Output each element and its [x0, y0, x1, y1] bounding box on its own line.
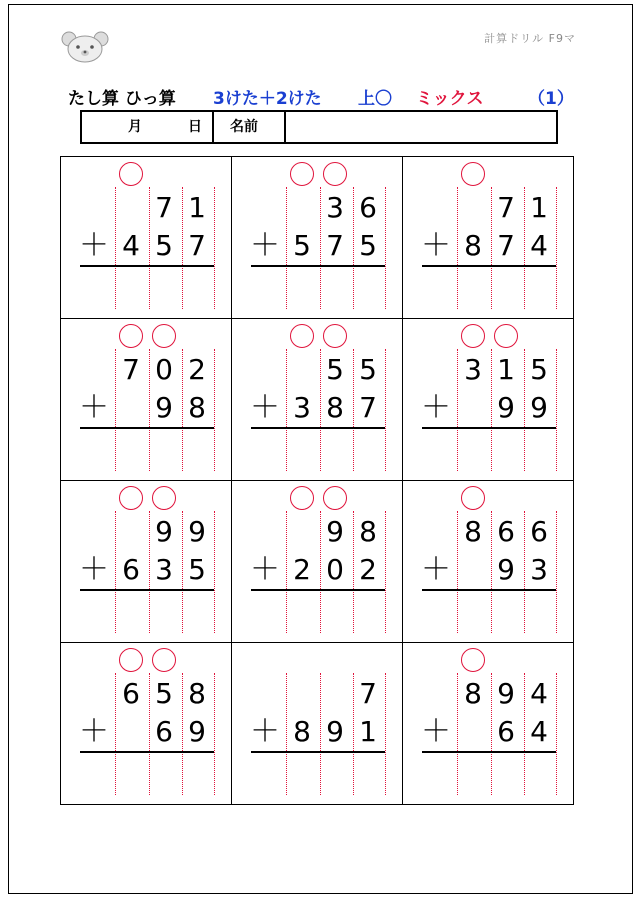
problem-cell	[60, 318, 232, 481]
bottom-digit: 6	[155, 715, 173, 748]
top-digit: 1	[530, 191, 548, 224]
answer-area[interactable]	[457, 269, 557, 309]
bottom-digit: 9	[530, 391, 548, 424]
plus-sign: ＋	[421, 552, 451, 587]
top-digit: 1	[497, 353, 515, 386]
plus-sign: ＋	[250, 390, 280, 425]
top-digit: 8	[464, 677, 482, 710]
answer-area[interactable]	[115, 755, 215, 795]
carry-circle	[461, 648, 485, 672]
top-digit: 6	[530, 515, 548, 548]
carry-circle	[461, 162, 485, 186]
plus-sign: ＋	[250, 228, 280, 263]
plus-sign: ＋	[79, 228, 109, 263]
plus-sign: ＋	[79, 390, 109, 425]
title-part2: 3けた＋2けた	[213, 89, 322, 109]
bottom-digit: 2	[293, 553, 311, 586]
plus-sign: ＋	[421, 714, 451, 749]
carry-circle	[152, 648, 176, 672]
bottom-digit: 8	[464, 229, 482, 262]
answer-line	[422, 751, 556, 753]
bottom-digit: 3	[293, 391, 311, 424]
problem-cell	[231, 156, 403, 319]
top-digit: 6	[122, 677, 140, 710]
answer-area[interactable]	[115, 431, 215, 471]
top-digit: 3	[326, 191, 344, 224]
divider	[284, 112, 286, 142]
top-digit: 8	[359, 515, 377, 548]
carry-circle	[119, 324, 143, 348]
carry-circle	[461, 324, 485, 348]
carry-circle	[461, 486, 485, 510]
carry-circle	[119, 486, 143, 510]
name-label: 名前	[230, 119, 258, 135]
carry-circle	[152, 324, 176, 348]
bottom-digit: 9	[188, 715, 206, 748]
answer-line	[80, 589, 214, 591]
answer-line	[251, 265, 385, 267]
answer-line	[251, 427, 385, 429]
problem-cell	[402, 480, 574, 643]
top-digit: 1	[188, 191, 206, 224]
carry-circle	[323, 486, 347, 510]
top-digit: 9	[188, 515, 206, 548]
divider	[212, 112, 214, 142]
problem-grid	[60, 156, 578, 808]
bottom-digit: 6	[497, 715, 515, 748]
answer-area[interactable]	[115, 269, 215, 309]
answer-line	[80, 427, 214, 429]
carry-circle	[290, 162, 314, 186]
carry-circle	[323, 162, 347, 186]
bottom-digit: 5	[188, 553, 206, 586]
answer-area[interactable]	[286, 431, 386, 471]
carry-circle	[152, 486, 176, 510]
top-digit: 7	[155, 191, 173, 224]
bottom-digit: 8	[293, 715, 311, 748]
plus-sign: ＋	[79, 552, 109, 587]
worksheet-title	[68, 84, 574, 109]
top-digit: 2	[188, 353, 206, 386]
bottom-digit: 1	[359, 715, 377, 748]
bottom-digit: 4	[122, 229, 140, 262]
bottom-digit: 9	[497, 553, 515, 586]
carry-circle	[119, 162, 143, 186]
answer-area[interactable]	[457, 755, 557, 795]
top-digit: 5	[530, 353, 548, 386]
answer-line	[422, 589, 556, 591]
bottom-digit: 7	[497, 229, 515, 262]
problem-cell	[231, 480, 403, 643]
answer-line	[422, 265, 556, 267]
top-digit: 5	[359, 353, 377, 386]
bottom-digit: 9	[497, 391, 515, 424]
bottom-digit: 8	[188, 391, 206, 424]
answer-area[interactable]	[457, 593, 557, 633]
problem-cell	[402, 642, 574, 805]
bottom-digit: 4	[530, 229, 548, 262]
top-digit: 7	[497, 191, 515, 224]
carry-circle	[290, 486, 314, 510]
bottom-digit: 5	[293, 229, 311, 262]
bottom-digit: 5	[359, 229, 377, 262]
problem-cell	[402, 318, 574, 481]
top-digit: 9	[155, 515, 173, 548]
carry-circle	[290, 324, 314, 348]
bottom-digit: 3	[530, 553, 548, 586]
top-digit: 6	[359, 191, 377, 224]
top-digit: 0	[155, 353, 173, 386]
bottom-digit: 7	[359, 391, 377, 424]
bottom-digit: 5	[155, 229, 173, 262]
answer-line	[422, 427, 556, 429]
title-part1: たし算 ひっ算	[68, 89, 176, 109]
bottom-digit: 9	[326, 715, 344, 748]
carry-circle	[119, 648, 143, 672]
title-part3: 上〇	[358, 89, 392, 109]
title-part4: ミックス	[416, 89, 484, 109]
top-digit: 8	[464, 515, 482, 548]
plus-sign: ＋	[421, 228, 451, 263]
top-digit: 5	[326, 353, 344, 386]
answer-line	[80, 265, 214, 267]
plus-sign: ＋	[250, 552, 280, 587]
carry-circle	[494, 324, 518, 348]
answer-area[interactable]	[457, 431, 557, 471]
bottom-digit: 6	[122, 553, 140, 586]
top-digit: 8	[188, 677, 206, 710]
bear-logo-icon	[60, 30, 110, 64]
top-digit: 3	[464, 353, 482, 386]
problem-cell	[402, 156, 574, 319]
bottom-digit: 7	[188, 229, 206, 262]
top-digit: 7	[359, 677, 377, 710]
bottom-digit: 2	[359, 553, 377, 586]
answer-area[interactable]	[286, 755, 386, 795]
answer-area[interactable]	[286, 269, 386, 309]
bottom-digit: 4	[530, 715, 548, 748]
top-digit: 7	[122, 353, 140, 386]
answer-area[interactable]	[286, 593, 386, 633]
bottom-digit: 9	[155, 391, 173, 424]
bottom-digit: 7	[326, 229, 344, 262]
top-digit: 4	[530, 677, 548, 710]
answer-area[interactable]	[115, 593, 215, 633]
plus-sign: ＋	[421, 390, 451, 425]
problem-cell	[231, 318, 403, 481]
carry-circle	[323, 324, 347, 348]
plus-sign: ＋	[250, 714, 280, 749]
bottom-digit: 0	[326, 553, 344, 586]
answer-line	[251, 751, 385, 753]
top-digit: 5	[155, 677, 173, 710]
problem-cell	[231, 642, 403, 805]
top-digit: 9	[497, 677, 515, 710]
problem-cell	[60, 642, 232, 805]
name-date-box	[80, 110, 558, 144]
title-number: （1）	[528, 89, 574, 109]
top-digit: 6	[497, 515, 515, 548]
plus-sign: ＋	[79, 714, 109, 749]
bottom-digit: 8	[326, 391, 344, 424]
month-label: 月	[128, 119, 142, 135]
bottom-digit: 3	[155, 553, 173, 586]
problem-cell	[60, 480, 232, 643]
brand-text: 計算ドリル F9マ	[484, 32, 576, 45]
answer-line	[251, 589, 385, 591]
top-digit: 9	[326, 515, 344, 548]
day-label: 日	[188, 119, 202, 135]
answer-line	[80, 751, 214, 753]
problem-cell	[60, 156, 232, 319]
